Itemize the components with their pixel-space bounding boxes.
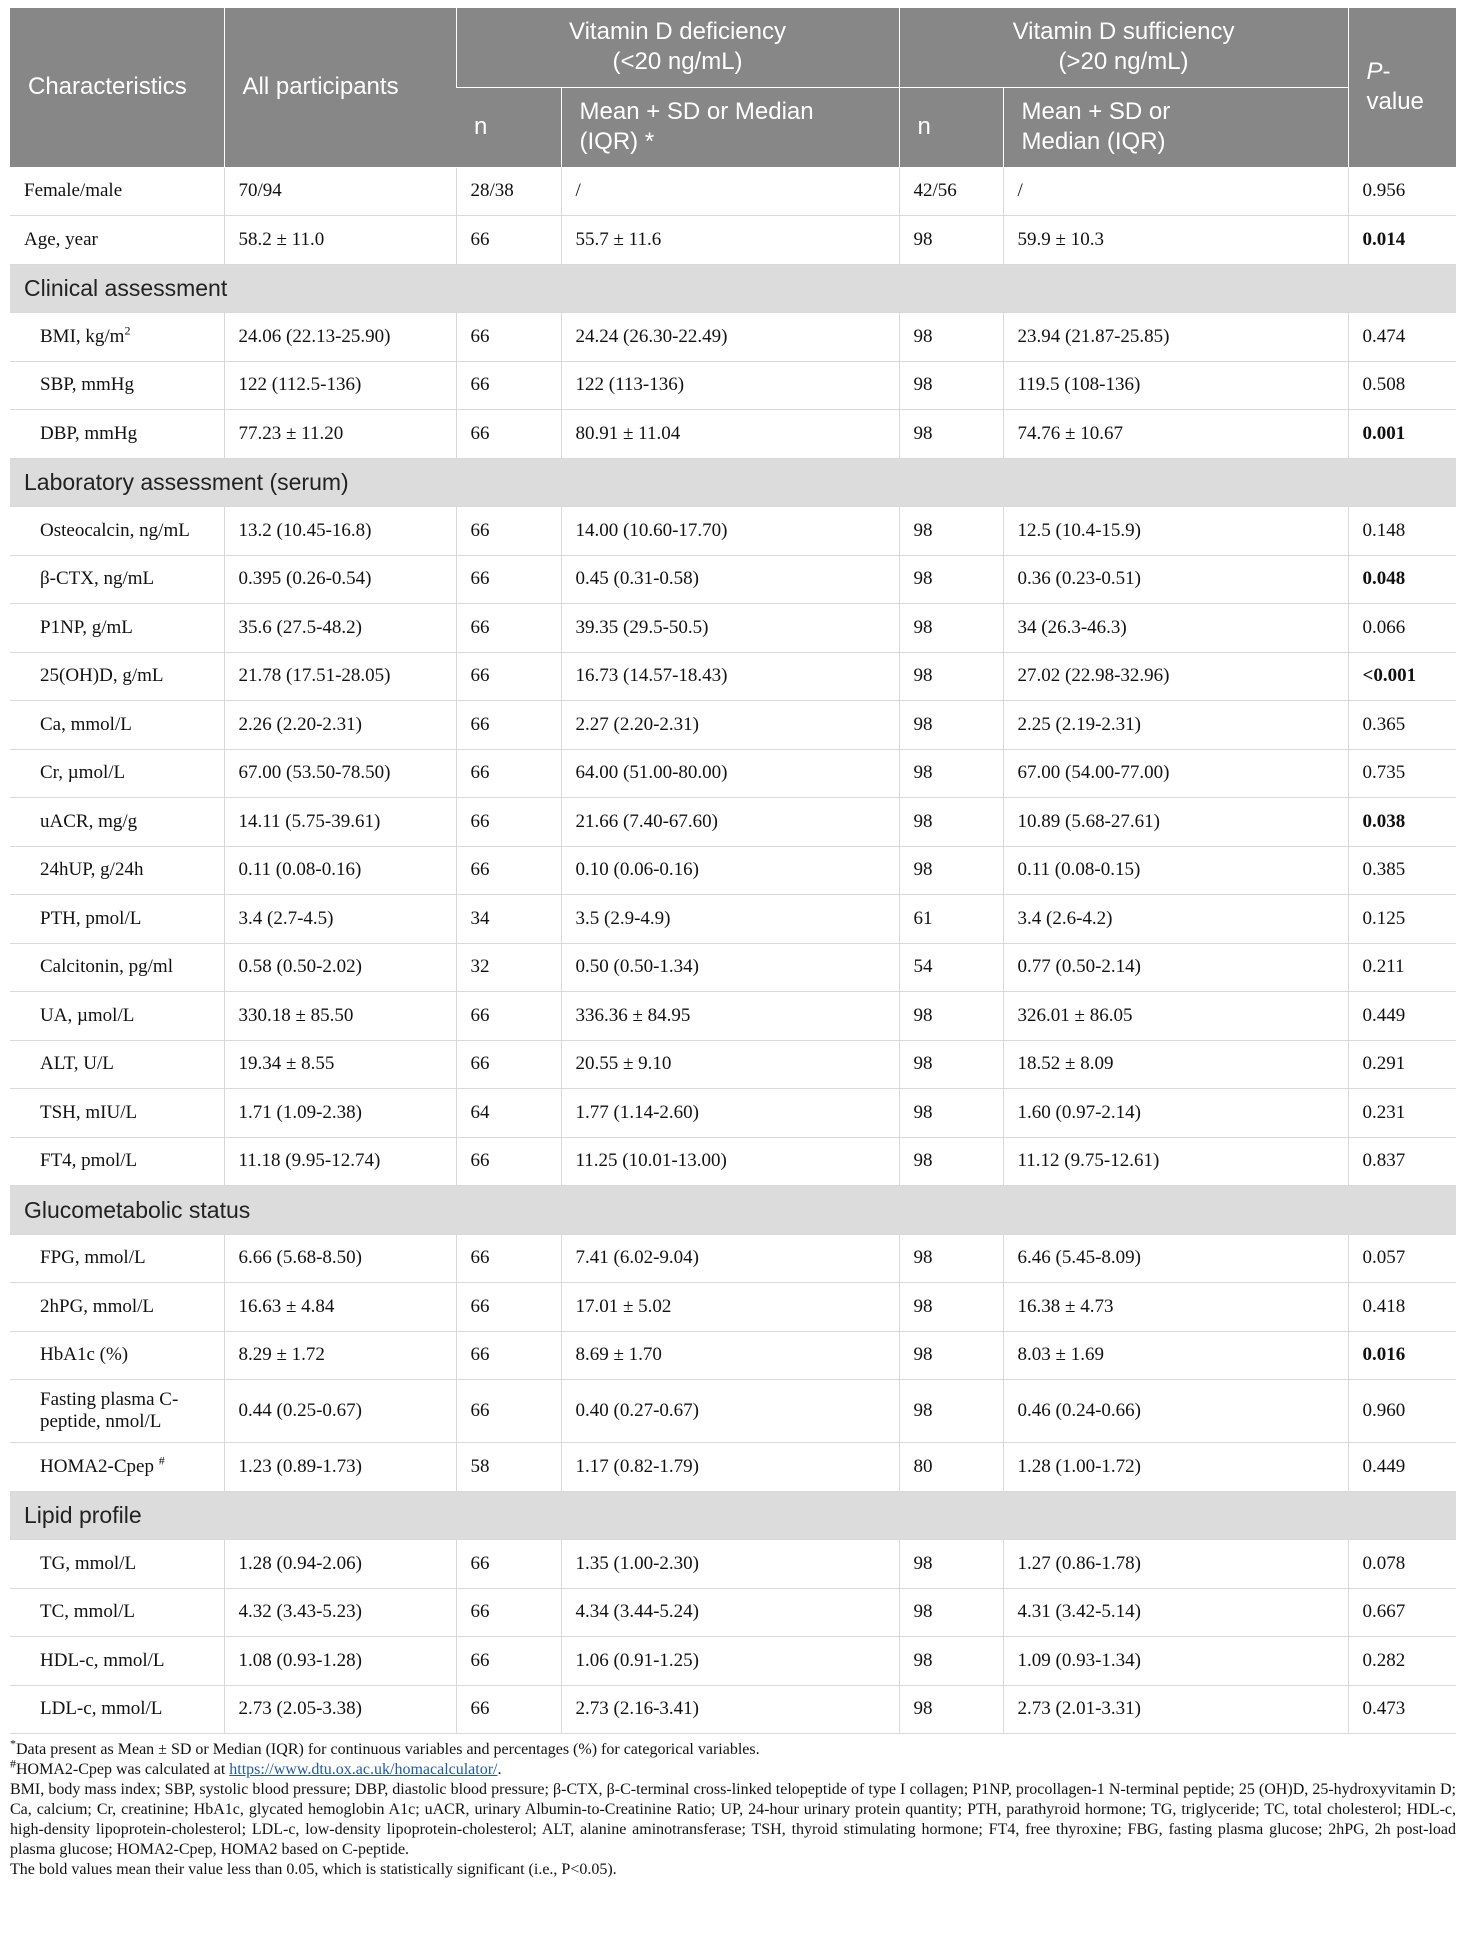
table-container: [10, 8, 1456, 1880]
deficiency-value-cell: 8.69 ± 1.70: [561, 1331, 899, 1380]
sufficiency-n-cell: 42/56: [899, 167, 1003, 216]
sufficiency-n-cell: 98: [899, 798, 1003, 847]
deficiency-value-cell: 336.36 ± 84.95: [561, 992, 899, 1041]
header-p-value: [1348, 8, 1456, 167]
all-participants-cell: 13.2 (10.45-16.8): [224, 507, 456, 556]
sufficiency-value-cell: 10.89 (5.68-27.61): [1003, 798, 1348, 847]
all-participants-cell: 77.23 ± 11.20: [224, 410, 456, 459]
sufficiency-value-cell: 6.46 (5.45-8.09): [1003, 1234, 1348, 1283]
row-label: 24hUP, g/24h: [10, 846, 224, 895]
all-participants-cell: 0.395 (0.26-0.54): [224, 555, 456, 604]
table-row: [10, 943, 1456, 992]
sufficiency-value-cell: 119.5 (108-136): [1003, 361, 1348, 410]
table-row: [10, 749, 1456, 798]
sufficiency-n-cell: 98: [899, 749, 1003, 798]
deficiency-n-cell: 66: [456, 1637, 561, 1686]
p-value-cell: 0.385: [1348, 846, 1456, 895]
section-header-row: [10, 1186, 1456, 1235]
footnotes: [10, 1736, 1456, 1880]
section-title: Clinical assessment: [10, 264, 1456, 313]
row-label: TC, mmol/L: [10, 1588, 224, 1637]
sufficiency-n-cell: 98: [899, 1283, 1003, 1332]
deficiency-n-cell: 66: [456, 1540, 561, 1589]
sufficiency-n-cell: 98: [899, 1137, 1003, 1186]
row-label: Calcitonin, pg/ml: [10, 943, 224, 992]
sufficiency-value-cell: 23.94 (21.87-25.85): [1003, 313, 1348, 362]
deficiency-value-cell: 11.25 (10.01-13.00): [561, 1137, 899, 1186]
table-row: [10, 1443, 1456, 1492]
header-def-stat-line1: Mean + SD or Median: [579, 98, 814, 125]
table-row: [10, 1588, 1456, 1637]
all-participants-cell: 16.63 ± 4.84: [224, 1283, 456, 1332]
table-row: [10, 1637, 1456, 1686]
deficiency-n-cell: 66: [456, 992, 561, 1041]
section-title: Lipid profile: [10, 1491, 1456, 1540]
deficiency-value-cell: 0.40 (0.27-0.67): [561, 1380, 899, 1443]
table-row: [10, 1331, 1456, 1380]
header-sufficiency-n: n: [899, 87, 1003, 167]
all-participants-cell: 1.28 (0.94-2.06): [224, 1540, 456, 1589]
p-value-cell: 0.960: [1348, 1380, 1456, 1443]
p-value-cell: <0.001: [1348, 652, 1456, 701]
header-p-rest: -value: [1366, 58, 1424, 116]
table-row: [10, 846, 1456, 895]
deficiency-n-cell: 66: [456, 701, 561, 750]
footnote-homa-text: HOMA2-Cpep was calculated at: [16, 1761, 230, 1778]
header-p-italic: P: [1366, 58, 1383, 86]
section-header-row: [10, 458, 1456, 507]
homa-calculator-link[interactable]: https://www.dtu.ox.ac.uk/homacalculator/: [229, 1761, 498, 1778]
table-body: [10, 167, 1456, 1734]
sufficiency-value-cell: 1.60 (0.97-2.14): [1003, 1089, 1348, 1138]
table-row: [10, 798, 1456, 847]
deficiency-value-cell: 2.27 (2.20-2.31): [561, 701, 899, 750]
sufficiency-n-cell: 98: [899, 1540, 1003, 1589]
sufficiency-value-cell: 34 (26.3-46.3): [1003, 604, 1348, 653]
deficiency-value-cell: 14.00 (10.60-17.70): [561, 507, 899, 556]
all-participants-cell: 1.23 (0.89-1.73): [224, 1443, 456, 1492]
deficiency-n-cell: 66: [456, 361, 561, 410]
all-participants-cell: 21.78 (17.51-28.05): [224, 652, 456, 701]
table-row: [10, 1283, 1456, 1332]
table-row: [10, 1540, 1456, 1589]
row-label: TG, mmol/L: [10, 1540, 224, 1589]
row-label: Age, year: [10, 216, 224, 265]
all-participants-cell: 4.32 (3.43-5.23): [224, 1588, 456, 1637]
all-participants-cell: 35.6 (27.5-48.2): [224, 604, 456, 653]
section-header-row: [10, 1491, 1456, 1540]
deficiency-value-cell: 21.66 (7.40-67.60): [561, 798, 899, 847]
all-participants-cell: 6.66 (5.68-8.50): [224, 1234, 456, 1283]
sufficiency-n-cell: 98: [899, 1089, 1003, 1138]
sufficiency-value-cell: 27.02 (22.98-32.96): [1003, 652, 1348, 701]
sufficiency-n-cell: 80: [899, 1443, 1003, 1492]
p-value-cell: 0.231: [1348, 1089, 1456, 1138]
row-label: 2hPG, mmol/L: [10, 1283, 224, 1332]
table-row: [10, 604, 1456, 653]
sufficiency-value-cell: 0.46 (0.24-0.66): [1003, 1380, 1348, 1443]
deficiency-value-cell: 0.10 (0.06-0.16): [561, 846, 899, 895]
sufficiency-n-cell: 98: [899, 410, 1003, 459]
sufficiency-n-cell: 98: [899, 1040, 1003, 1089]
header-deficiency-n: n: [456, 87, 561, 167]
p-value-cell: 0.667: [1348, 1588, 1456, 1637]
deficiency-value-cell: 55.7 ± 11.6: [561, 216, 899, 265]
row-label-superscript: #: [158, 1453, 165, 1468]
deficiency-value-cell: 64.00 (51.00-80.00): [561, 749, 899, 798]
all-participants-cell: 11.18 (9.95-12.74): [224, 1137, 456, 1186]
deficiency-value-cell: 0.45 (0.31-0.58): [561, 555, 899, 604]
sufficiency-value-cell: 0.11 (0.08-0.15): [1003, 846, 1348, 895]
all-participants-cell: 122 (112.5-136): [224, 361, 456, 410]
sufficiency-value-cell: 1.28 (1.00-1.72): [1003, 1443, 1348, 1492]
all-participants-cell: 1.08 (0.93-1.28): [224, 1637, 456, 1686]
deficiency-n-cell: 66: [456, 1685, 561, 1734]
all-participants-cell: 330.18 ± 85.50: [224, 992, 456, 1041]
table-row: [10, 1685, 1456, 1734]
p-value-cell: 0.078: [1348, 1540, 1456, 1589]
section-title: Glucometabolic status: [10, 1186, 1456, 1235]
all-participants-cell: 14.11 (5.75-39.61): [224, 798, 456, 847]
row-label-text: BMI, kg/m: [40, 325, 125, 347]
sufficiency-n-cell: 54: [899, 943, 1003, 992]
footnote-homa-suffix: .: [497, 1761, 502, 1778]
deficiency-value-cell: 24.24 (26.30-22.49): [561, 313, 899, 362]
deficiency-value-cell: 1.17 (0.82-1.79): [561, 1443, 899, 1492]
sufficiency-value-cell: 11.12 (9.75-12.61): [1003, 1137, 1348, 1186]
row-label: ALT, U/L: [10, 1040, 224, 1089]
sufficiency-value-cell: 18.52 ± 8.09: [1003, 1040, 1348, 1089]
deficiency-value-cell: 7.41 (6.02-9.04): [561, 1234, 899, 1283]
deficiency-n-cell: 66: [456, 1331, 561, 1380]
sufficiency-value-cell: 59.9 ± 10.3: [1003, 216, 1348, 265]
sufficiency-value-cell: /: [1003, 167, 1348, 216]
table-row: [10, 1137, 1456, 1186]
row-label: Female/male: [10, 167, 224, 216]
p-value-cell: 0.956: [1348, 167, 1456, 216]
sufficiency-value-cell: 0.36 (0.23-0.51): [1003, 555, 1348, 604]
p-value-cell: 0.001: [1348, 410, 1456, 459]
p-value-cell: 0.837: [1348, 1137, 1456, 1186]
header-deficiency-line2: (<20 ng/mL): [612, 48, 743, 76]
row-label: SBP, mmHg: [10, 361, 224, 410]
table-row: [10, 1380, 1456, 1443]
deficiency-n-cell: 66: [456, 749, 561, 798]
sufficiency-n-cell: 98: [899, 1637, 1003, 1686]
sufficiency-n-cell: 98: [899, 1234, 1003, 1283]
sufficiency-n-cell: 61: [899, 895, 1003, 944]
p-value-cell: 0.016: [1348, 1331, 1456, 1380]
header-deficiency-line1: Vitamin D deficiency: [569, 18, 786, 46]
deficiency-n-cell: 66: [456, 1283, 561, 1332]
row-label: FT4, pmol/L: [10, 1137, 224, 1186]
deficiency-n-cell: 64: [456, 1089, 561, 1138]
header-sufficiency-line1: Vitamin D sufficiency: [1012, 18, 1235, 46]
table-row: [10, 701, 1456, 750]
row-label-superscript: 2: [124, 323, 131, 338]
sufficiency-n-cell: 98: [899, 652, 1003, 701]
sufficiency-value-cell: 67.00 (54.00-77.00): [1003, 749, 1348, 798]
all-participants-cell: 58.2 ± 11.0: [224, 216, 456, 265]
deficiency-n-cell: 66: [456, 1137, 561, 1186]
sufficiency-n-cell: 98: [899, 361, 1003, 410]
data-table: [10, 8, 1456, 1734]
deficiency-n-cell: 66: [456, 313, 561, 362]
header-def-stat-line2: (IQR) *: [579, 128, 655, 155]
sufficiency-value-cell: 2.25 (2.19-2.31): [1003, 701, 1348, 750]
all-participants-cell: 70/94: [224, 167, 456, 216]
p-value-cell: 0.038: [1348, 798, 1456, 847]
deficiency-n-cell: 66: [456, 1040, 561, 1089]
deficiency-value-cell: 20.55 ± 9.10: [561, 1040, 899, 1089]
sufficiency-value-cell: 1.09 (0.93-1.34): [1003, 1637, 1348, 1686]
all-participants-cell: 8.29 ± 1.72: [224, 1331, 456, 1380]
all-participants-cell: 1.71 (1.09-2.38): [224, 1089, 456, 1138]
deficiency-n-cell: 66: [456, 652, 561, 701]
deficiency-value-cell: 1.77 (1.14-2.60): [561, 1089, 899, 1138]
footnote-bold-note: The bold values mean their value less than 0.05, which is statistically significant (i.e., P<0.05).: [10, 1861, 617, 1878]
table-row: [10, 313, 1456, 362]
deficiency-n-cell: 66: [456, 1234, 561, 1283]
footnote-abbreviations: BMI, body mass index; SBP, systolic blood pressure; DBP, diastolic blood pressure; β-CTX, β-C-terminal cross-linked telopeptide of type I collagen; P1NP, procollagen-1 N-terminal peptide; 25 (OH)D, 25-hydroxyvitamin D; Ca, calcium; Cr, creatinine; HbA1c, glycated hemoglobin A1c; uACR, urinary Albumin-to-Creatinine Ratio; UP, 24-hour urinary protein quantity; PTH, parathyroid hormone; TG, triglyceride; TC, total cholesterol; HDL-c, high-density lipoprotein-cholesterol; LDL-c, low-density lipoprotein-cholesterol; ALT, alanine aminotransferase; TSH, thyroid stimulating hormone; FT4, free thyroxine; FBG, fasting plasma glucose; 2hPG, 2h post-load plasma glucose; HOMA2-Cpep, HOMA2 based on C-peptide.: [10, 1781, 1456, 1858]
deficiency-value-cell: 0.50 (0.50-1.34): [561, 943, 899, 992]
p-value-cell: 0.211: [1348, 943, 1456, 992]
deficiency-value-cell: 1.06 (0.91-1.25): [561, 1637, 899, 1686]
deficiency-n-cell: 34: [456, 895, 561, 944]
header-characteristics: Characteristics: [10, 8, 224, 167]
deficiency-n-cell: 66: [456, 846, 561, 895]
all-participants-cell: 3.4 (2.7-4.5): [224, 895, 456, 944]
p-value-cell: 0.365: [1348, 701, 1456, 750]
deficiency-value-cell: 39.35 (29.5-50.5): [561, 604, 899, 653]
all-participants-cell: 24.06 (22.13-25.90): [224, 313, 456, 362]
row-label: β-CTX, ng/mL: [10, 555, 224, 604]
deficiency-n-cell: 66: [456, 1588, 561, 1637]
sufficiency-n-cell: 98: [899, 992, 1003, 1041]
row-label: 25(OH)D, g/mL: [10, 652, 224, 701]
header-vitamin-d-deficiency: [456, 8, 899, 87]
table-header: [10, 8, 1456, 167]
footnote-asterisk: *: [10, 1736, 16, 1751]
deficiency-n-cell: 32: [456, 943, 561, 992]
all-participants-cell: 0.44 (0.25-0.67): [224, 1380, 456, 1443]
table-row: [10, 1040, 1456, 1089]
p-value-cell: 0.282: [1348, 1637, 1456, 1686]
deficiency-n-cell: 66: [456, 1380, 561, 1443]
sufficiency-value-cell: 1.27 (0.86-1.78): [1003, 1540, 1348, 1589]
table-row: [10, 507, 1456, 556]
all-participants-cell: 67.00 (53.50-78.50): [224, 749, 456, 798]
p-value-cell: 0.449: [1348, 1443, 1456, 1492]
deficiency-n-cell: 58: [456, 1443, 561, 1492]
all-participants-cell: 2.73 (2.05-3.38): [224, 1685, 456, 1734]
p-value-cell: 0.066: [1348, 604, 1456, 653]
p-value-cell: 0.508: [1348, 361, 1456, 410]
p-value-cell: 0.125: [1348, 895, 1456, 944]
p-value-cell: 0.048: [1348, 555, 1456, 604]
sufficiency-n-cell: 98: [899, 216, 1003, 265]
deficiency-value-cell: 2.73 (2.16-3.41): [561, 1685, 899, 1734]
section-header-row: [10, 264, 1456, 313]
table-row: [10, 1089, 1456, 1138]
p-value-cell: 0.449: [1348, 992, 1456, 1041]
deficiency-n-cell: 66: [456, 555, 561, 604]
deficiency-n-cell: 66: [456, 798, 561, 847]
table-row: [10, 216, 1456, 265]
header-sufficiency-line2: (>20 ng/mL): [1058, 48, 1189, 76]
all-participants-cell: 0.11 (0.08-0.16): [224, 846, 456, 895]
all-participants-cell: 2.26 (2.20-2.31): [224, 701, 456, 750]
deficiency-value-cell: /: [561, 167, 899, 216]
row-label: uACR, mg/g: [10, 798, 224, 847]
p-value-cell: 0.418: [1348, 1283, 1456, 1332]
footnote-hash: #: [10, 1756, 16, 1771]
deficiency-n-cell: 66: [456, 410, 561, 459]
sufficiency-n-cell: 98: [899, 701, 1003, 750]
header-all-participants: All participants: [224, 8, 456, 167]
row-label: Osteocalcin, ng/mL: [10, 507, 224, 556]
sufficiency-n-cell: 98: [899, 507, 1003, 556]
sufficiency-value-cell: 3.4 (2.6-4.2): [1003, 895, 1348, 944]
deficiency-value-cell: 80.91 ± 11.04: [561, 410, 899, 459]
header-suf-stat-line1: Mean + SD or: [1021, 98, 1171, 125]
row-label: LDL-c, mmol/L: [10, 1685, 224, 1734]
row-label: Ca, mmol/L: [10, 701, 224, 750]
row-label: UA, µmol/L: [10, 992, 224, 1041]
deficiency-value-cell: 17.01 ± 5.02: [561, 1283, 899, 1332]
row-label: P1NP, g/mL: [10, 604, 224, 653]
p-value-cell: 0.148: [1348, 507, 1456, 556]
row-label: DBP, mmHg: [10, 410, 224, 459]
row-label: HbA1c (%): [10, 1331, 224, 1380]
table-row: [10, 555, 1456, 604]
sufficiency-value-cell: 12.5 (10.4-15.9): [1003, 507, 1348, 556]
header-vitamin-d-sufficiency: [899, 8, 1348, 87]
header-sufficiency-stat: [1003, 87, 1348, 167]
row-label: Cr, µmol/L: [10, 749, 224, 798]
footnote-homa-note: [10, 1756, 1456, 1780]
deficiency-n-cell: 66: [456, 216, 561, 265]
deficiency-value-cell: 4.34 (3.44-5.24): [561, 1588, 899, 1637]
sufficiency-value-cell: 326.01 ± 86.05: [1003, 992, 1348, 1041]
deficiency-n-cell: 28/38: [456, 167, 561, 216]
footnote-data-text: Data present as Mean ± SD or Median (IQR) for continuous variables and percentages (%) for categorical variables.: [16, 1741, 760, 1758]
deficiency-value-cell: 122 (113-136): [561, 361, 899, 410]
table-row: [10, 1234, 1456, 1283]
row-label: Fasting plasma C-peptide, nmol/L: [10, 1380, 224, 1443]
p-value-cell: 0.014: [1348, 216, 1456, 265]
header-suf-stat-line2: Median (IQR): [1021, 128, 1166, 155]
row-label: FPG, mmol/L: [10, 1234, 224, 1283]
footnote-data-note: [10, 1736, 1456, 1760]
sufficiency-n-cell: 98: [899, 313, 1003, 362]
sufficiency-value-cell: 0.77 (0.50-2.14): [1003, 943, 1348, 992]
deficiency-value-cell: 3.5 (2.9-4.9): [561, 895, 899, 944]
p-value-cell: 0.474: [1348, 313, 1456, 362]
section-title: Laboratory assessment (serum): [10, 458, 1456, 507]
sufficiency-n-cell: 98: [899, 1588, 1003, 1637]
table-row: [10, 652, 1456, 701]
deficiency-n-cell: 66: [456, 604, 561, 653]
row-label: PTH, pmol/L: [10, 895, 224, 944]
all-participants-cell: 0.58 (0.50-2.02): [224, 943, 456, 992]
table-row: [10, 361, 1456, 410]
sufficiency-n-cell: 98: [899, 555, 1003, 604]
sufficiency-value-cell: 2.73 (2.01-3.31): [1003, 1685, 1348, 1734]
deficiency-value-cell: 1.35 (1.00-2.30): [561, 1540, 899, 1589]
p-value-cell: 0.473: [1348, 1685, 1456, 1734]
header-deficiency-stat: [561, 87, 899, 167]
sufficiency-value-cell: 16.38 ± 4.73: [1003, 1283, 1348, 1332]
table-row: [10, 410, 1456, 459]
table-row: [10, 895, 1456, 944]
sufficiency-value-cell: 74.76 ± 10.67: [1003, 410, 1348, 459]
sufficiency-n-cell: 98: [899, 1380, 1003, 1443]
deficiency-value-cell: 16.73 (14.57-18.43): [561, 652, 899, 701]
deficiency-n-cell: 66: [456, 507, 561, 556]
row-label: TSH, mIU/L: [10, 1089, 224, 1138]
row-label: [10, 313, 224, 362]
row-label: HDL-c, mmol/L: [10, 1637, 224, 1686]
p-value-cell: 0.735: [1348, 749, 1456, 798]
sufficiency-n-cell: 98: [899, 846, 1003, 895]
sufficiency-n-cell: 98: [899, 1331, 1003, 1380]
sufficiency-n-cell: 98: [899, 604, 1003, 653]
all-participants-cell: 19.34 ± 8.55: [224, 1040, 456, 1089]
sufficiency-value-cell: 4.31 (3.42-5.14): [1003, 1588, 1348, 1637]
row-label: [10, 1443, 224, 1492]
p-value-cell: 0.291: [1348, 1040, 1456, 1089]
sufficiency-value-cell: 8.03 ± 1.69: [1003, 1331, 1348, 1380]
row-label-text: HOMA2-Cpep: [40, 1455, 159, 1477]
table-row: [10, 167, 1456, 216]
table-row: [10, 992, 1456, 1041]
sufficiency-n-cell: 98: [899, 1685, 1003, 1734]
p-value-cell: 0.057: [1348, 1234, 1456, 1283]
